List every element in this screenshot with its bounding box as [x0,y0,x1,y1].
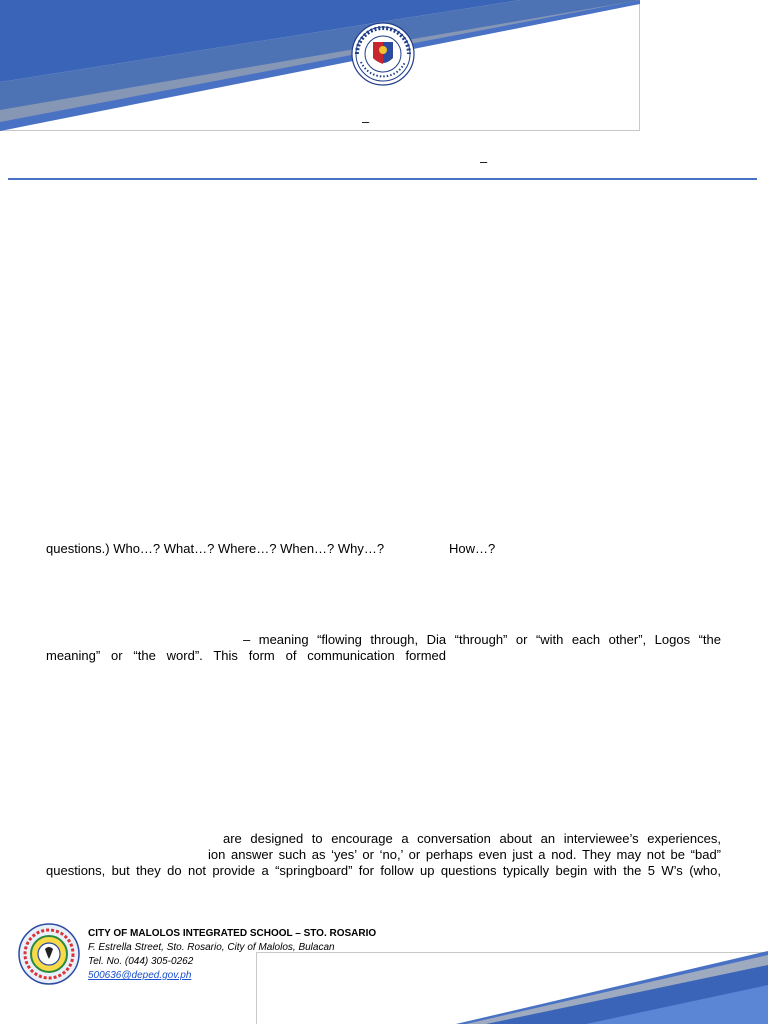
how-text: How…? [449,541,496,556]
questions-text: questions.) Who…? What…? Where…? When…? Why…? [46,541,385,556]
dialogue-line-1: – meaning “flowing through, Dia “through” or “with each other”, Logos “the [243,632,721,647]
footer-banner [256,945,768,1024]
school-email-link[interactable]: 500636@deped.gov.ph [88,970,192,981]
open-questions-line-2: ion answer such as ‘yes’ or ‘no,’ or perhaps even just a nod. They may not be “bad” [208,847,721,862]
header-divider [8,178,757,180]
header-dash-2: – [480,154,488,169]
school-tel: Tel. No. (044) 305-0262 [88,956,194,967]
dialogue-line-2: meaning” or “the word”. This form of communication formed [46,648,446,663]
questions-line [46,541,384,557]
school-name: CITY OF MALOLOS INTEGRATED SCHOOL – STO. ROSARIO [88,928,377,939]
header-dash-1: – [362,114,370,129]
school-logo-icon [14,923,84,985]
school-address: F. Estrella Street, Sto. Rosario, City of Malolos, Bulacan [88,942,335,953]
deped-seal-icon [349,22,417,86]
open-questions-line-1: are designed to encourage a conversation about an interviewee’s experiences, [223,831,721,846]
header-banner [0,0,640,135]
open-questions-line-3: questions, but they do not provide a “springboard” for follow up questions typically begin with the 5 W’s (who, [46,863,721,878]
